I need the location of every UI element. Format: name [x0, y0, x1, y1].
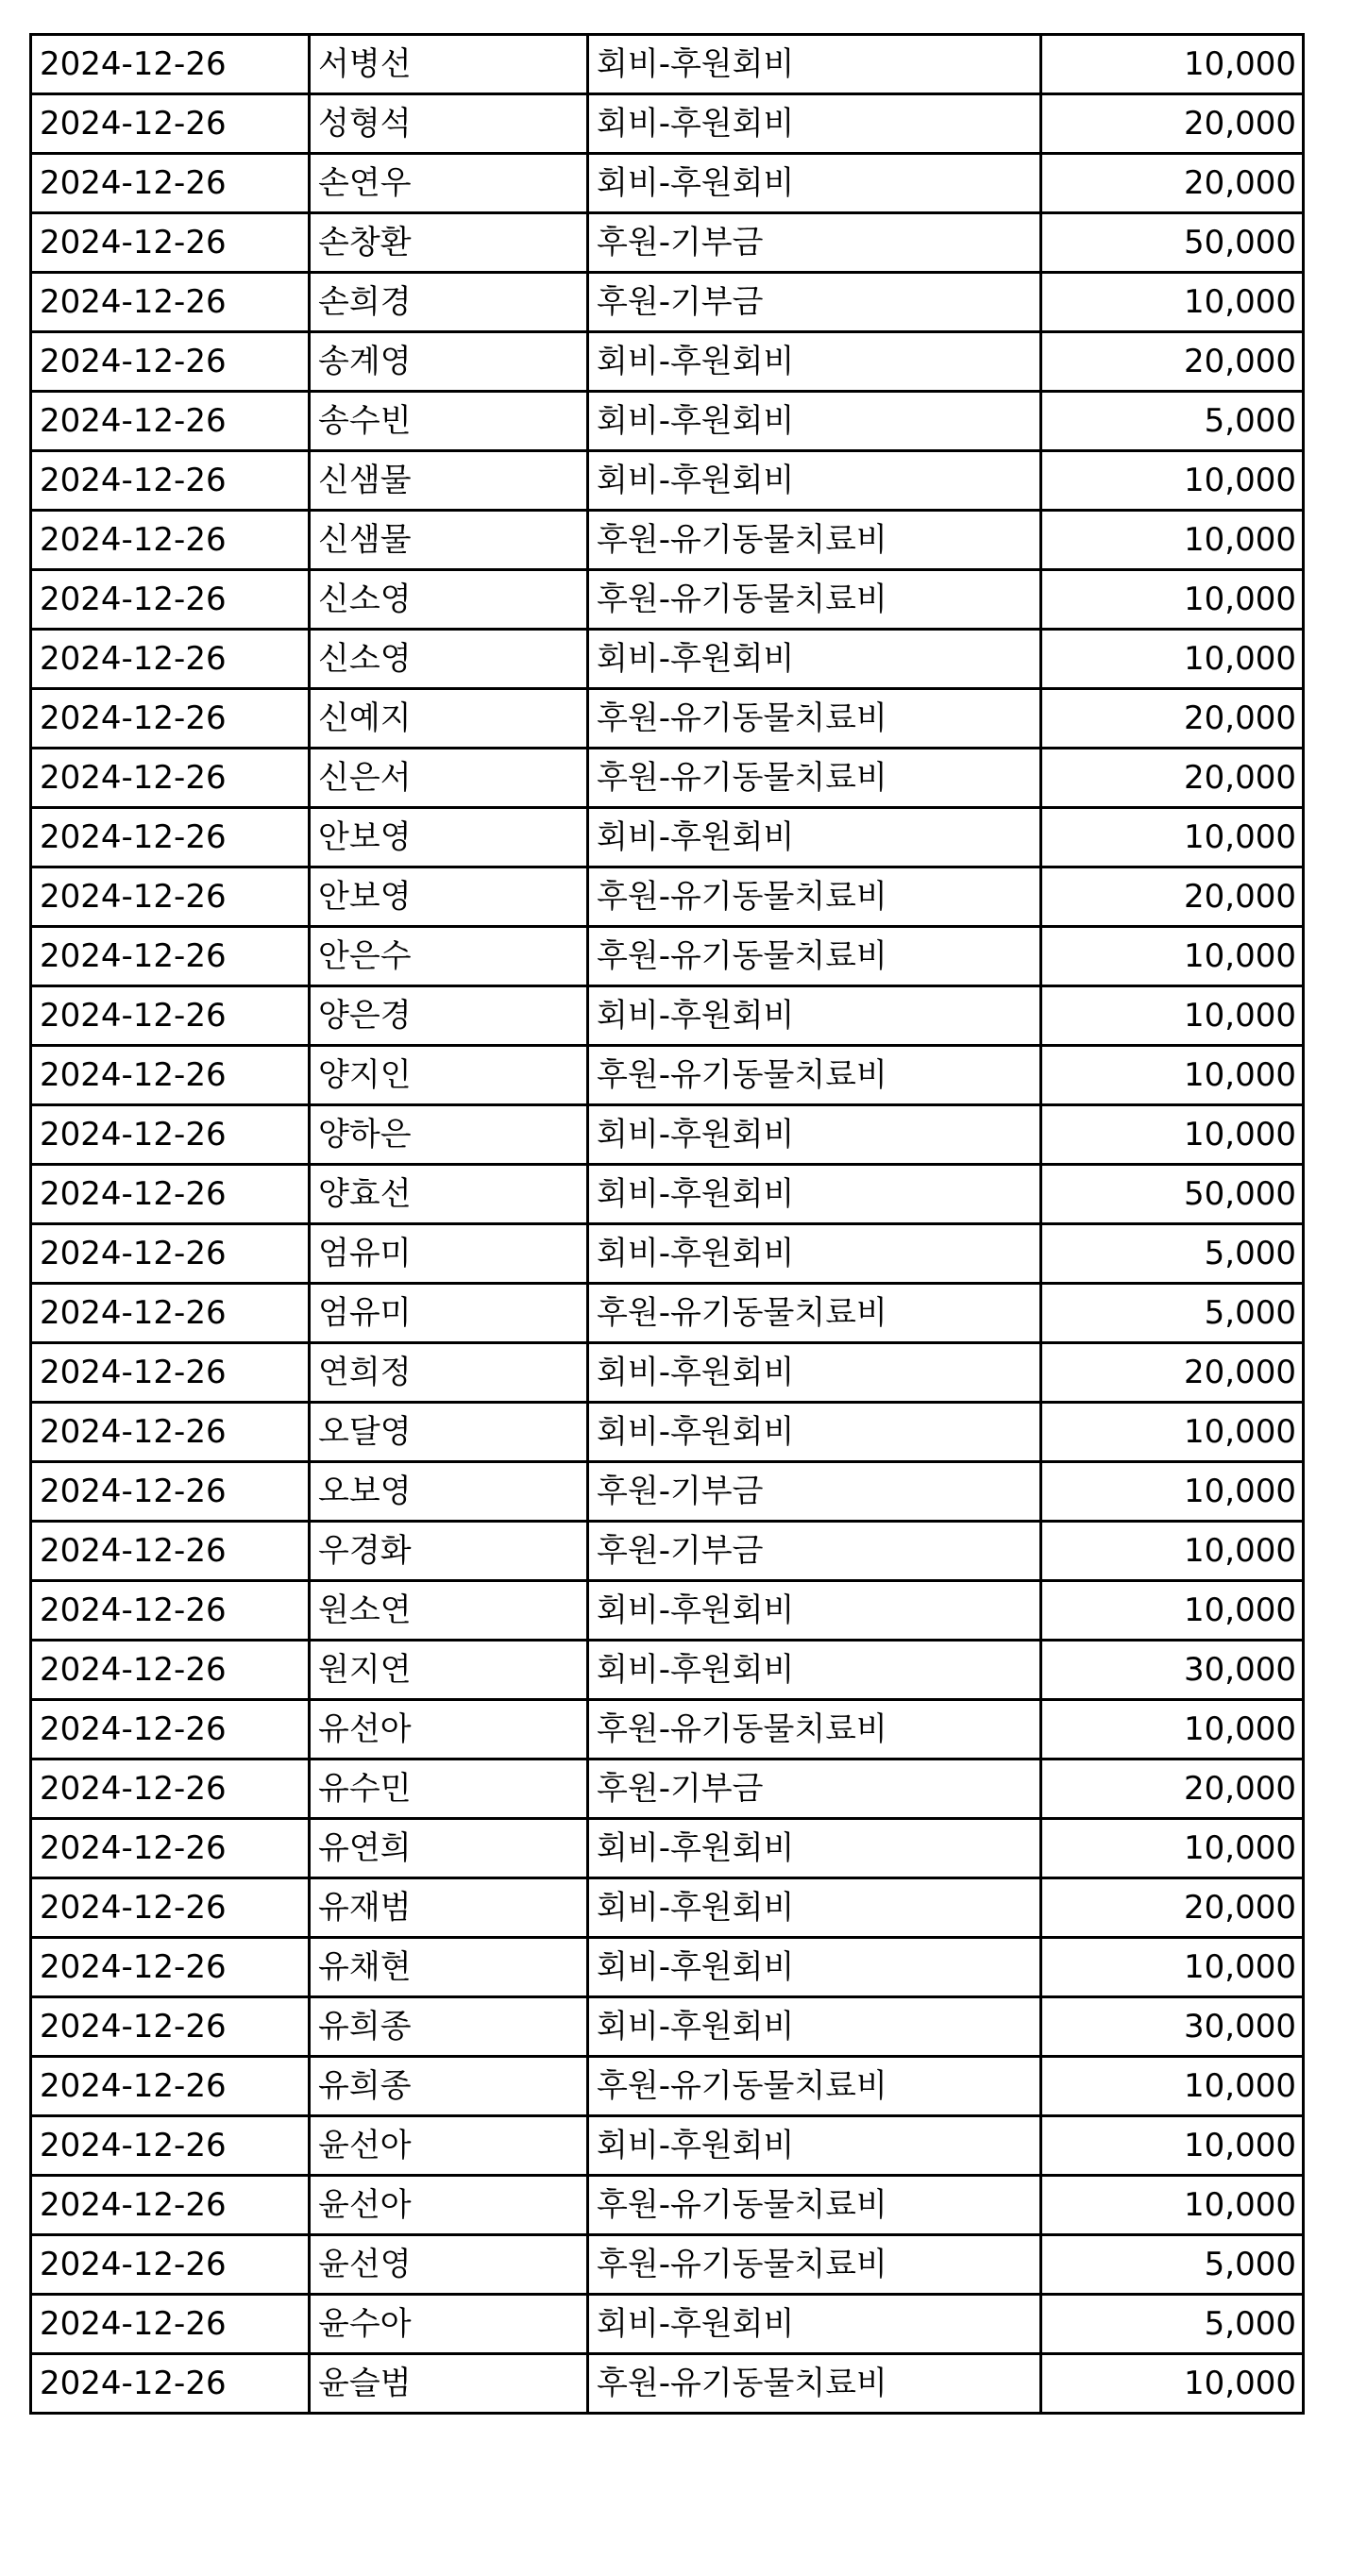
donor-name-cell: 윤수아: [310, 2295, 588, 2354]
donor-name-cell: 오달영: [310, 1403, 588, 1462]
amount-cell: 10,000: [1041, 1819, 1304, 1878]
amount-cell: 10,000: [1041, 570, 1304, 630]
date-cell: 2024-12-26: [31, 570, 310, 630]
amount-cell: 10,000: [1041, 1403, 1304, 1462]
amount-cell: 10,000: [1041, 2176, 1304, 2235]
amount-cell: 30,000: [1041, 1641, 1304, 1700]
date-cell: 2024-12-26: [31, 2354, 310, 2414]
table-row: [31, 1938, 1304, 1997]
table-row: [31, 1878, 1304, 1938]
table-row: [31, 1105, 1304, 1165]
date-cell: 2024-12-26: [31, 986, 310, 1046]
table-row: [31, 1284, 1304, 1343]
category-cell: 회비-후원회비: [588, 94, 1041, 154]
date-cell: 2024-12-26: [31, 1997, 310, 2057]
table-row: [31, 986, 1304, 1046]
category-cell: 회비-후원회비: [588, 2116, 1041, 2176]
category-cell: 후원-유기동물치료비: [588, 867, 1041, 927]
donor-name-cell: 오보영: [310, 1462, 588, 1522]
table-row: [31, 451, 1304, 511]
amount-cell: 20,000: [1041, 1878, 1304, 1938]
donor-name-cell: 우경화: [310, 1522, 588, 1581]
date-cell: 2024-12-26: [31, 1105, 310, 1165]
amount-cell: 10,000: [1041, 1105, 1304, 1165]
donor-name-cell: 윤슬범: [310, 2354, 588, 2414]
amount-cell: 30,000: [1041, 1997, 1304, 2057]
amount-cell: 10,000: [1041, 808, 1304, 867]
amount-cell: 5,000: [1041, 1284, 1304, 1343]
category-cell: 후원-유기동물치료비: [588, 2057, 1041, 2116]
category-cell: 후원-유기동물치료비: [588, 927, 1041, 986]
table-row: [31, 2057, 1304, 2116]
date-cell: 2024-12-26: [31, 154, 310, 213]
donor-name-cell: 양하은: [310, 1105, 588, 1165]
date-cell: 2024-12-26: [31, 689, 310, 749]
category-cell: 회비-후원회비: [588, 1105, 1041, 1165]
category-cell: 후원-기부금: [588, 213, 1041, 273]
table-row: [31, 1581, 1304, 1641]
amount-cell: 50,000: [1041, 213, 1304, 273]
donor-name-cell: 연희정: [310, 1343, 588, 1403]
amount-cell: 10,000: [1041, 273, 1304, 332]
donor-name-cell: 유선아: [310, 1700, 588, 1759]
donor-name-cell: 손희경: [310, 273, 588, 332]
donation-ledger-table: [29, 33, 1305, 2415]
category-cell: 후원-유기동물치료비: [588, 689, 1041, 749]
amount-cell: 10,000: [1041, 1938, 1304, 1997]
category-cell: 회비-후원회비: [588, 2295, 1041, 2354]
amount-cell: 10,000: [1041, 2116, 1304, 2176]
table-row: [31, 35, 1304, 94]
amount-cell: 50,000: [1041, 1165, 1304, 1224]
date-cell: 2024-12-26: [31, 2235, 310, 2295]
category-cell: 회비-후원회비: [588, 35, 1041, 94]
date-cell: 2024-12-26: [31, 1819, 310, 1878]
amount-cell: 20,000: [1041, 154, 1304, 213]
donor-name-cell: 유수민: [310, 1759, 588, 1819]
date-cell: 2024-12-26: [31, 2295, 310, 2354]
table-row: [31, 332, 1304, 392]
table-row: [31, 1700, 1304, 1759]
date-cell: 2024-12-26: [31, 213, 310, 273]
amount-cell: 10,000: [1041, 1522, 1304, 1581]
table-row: [31, 570, 1304, 630]
amount-cell: 20,000: [1041, 94, 1304, 154]
category-cell: 회비-후원회비: [588, 986, 1041, 1046]
table-row: [31, 1997, 1304, 2057]
donor-name-cell: 안은수: [310, 927, 588, 986]
table-row: [31, 2354, 1304, 2414]
table-row: [31, 1343, 1304, 1403]
table-row: [31, 94, 1304, 154]
donor-name-cell: 원지연: [310, 1641, 588, 1700]
date-cell: 2024-12-26: [31, 1284, 310, 1343]
category-cell: 후원-기부금: [588, 1462, 1041, 1522]
donor-name-cell: 유연희: [310, 1819, 588, 1878]
date-cell: 2024-12-26: [31, 2057, 310, 2116]
amount-cell: 10,000: [1041, 2057, 1304, 2116]
category-cell: 회비-후원회비: [588, 392, 1041, 451]
date-cell: 2024-12-26: [31, 1462, 310, 1522]
category-cell: 후원-유기동물치료비: [588, 749, 1041, 808]
donor-name-cell: 서병선: [310, 35, 588, 94]
category-cell: 회비-후원회비: [588, 1878, 1041, 1938]
category-cell: 후원-유기동물치료비: [588, 1046, 1041, 1105]
donor-name-cell: 성형석: [310, 94, 588, 154]
amount-cell: 10,000: [1041, 1462, 1304, 1522]
date-cell: 2024-12-26: [31, 451, 310, 511]
amount-cell: 10,000: [1041, 35, 1304, 94]
donor-name-cell: 손창환: [310, 213, 588, 273]
donor-name-cell: 유희종: [310, 2057, 588, 2116]
donor-name-cell: 손연우: [310, 154, 588, 213]
date-cell: 2024-12-26: [31, 867, 310, 927]
category-cell: 회비-후원회비: [588, 808, 1041, 867]
table-row: [31, 1819, 1304, 1878]
amount-cell: 20,000: [1041, 1343, 1304, 1403]
table-row: [31, 2235, 1304, 2295]
date-cell: 2024-12-26: [31, 749, 310, 808]
date-cell: 2024-12-26: [31, 927, 310, 986]
donor-name-cell: 윤선아: [310, 2176, 588, 2235]
donor-name-cell: 안보영: [310, 808, 588, 867]
donor-name-cell: 신샘물: [310, 451, 588, 511]
category-cell: 후원-유기동물치료비: [588, 2354, 1041, 2414]
table-row: [31, 2295, 1304, 2354]
date-cell: 2024-12-26: [31, 94, 310, 154]
date-cell: 2024-12-26: [31, 1343, 310, 1403]
category-cell: 회비-후원회비: [588, 1819, 1041, 1878]
donor-name-cell: 송계영: [310, 332, 588, 392]
donor-name-cell: 윤선영: [310, 2235, 588, 2295]
table-row: [31, 689, 1304, 749]
table-row: [31, 1165, 1304, 1224]
date-cell: 2024-12-26: [31, 1878, 310, 1938]
date-cell: 2024-12-26: [31, 1224, 310, 1284]
table-row: [31, 2116, 1304, 2176]
table-row: [31, 1224, 1304, 1284]
category-cell: 후원-유기동물치료비: [588, 1700, 1041, 1759]
category-cell: 후원-기부금: [588, 1759, 1041, 1819]
date-cell: 2024-12-26: [31, 1700, 310, 1759]
donor-name-cell: 신소영: [310, 630, 588, 689]
date-cell: 2024-12-26: [31, 1938, 310, 1997]
table-row: [31, 2176, 1304, 2235]
category-cell: 회비-후원회비: [588, 630, 1041, 689]
category-cell: 회비-후원회비: [588, 1997, 1041, 2057]
amount-cell: 10,000: [1041, 1700, 1304, 1759]
table-row: [31, 1046, 1304, 1105]
donor-name-cell: 양은경: [310, 986, 588, 1046]
donor-name-cell: 신예지: [310, 689, 588, 749]
donor-name-cell: 엄유미: [310, 1224, 588, 1284]
table-row: [31, 1759, 1304, 1819]
date-cell: 2024-12-26: [31, 35, 310, 94]
table-row: [31, 154, 1304, 213]
category-cell: 후원-유기동물치료비: [588, 2235, 1041, 2295]
date-cell: 2024-12-26: [31, 392, 310, 451]
category-cell: 후원-기부금: [588, 273, 1041, 332]
ledger-body: [31, 35, 1304, 2414]
donor-name-cell: 신은서: [310, 749, 588, 808]
date-cell: 2024-12-26: [31, 511, 310, 570]
amount-cell: 10,000: [1041, 986, 1304, 1046]
donor-name-cell: 양지인: [310, 1046, 588, 1105]
category-cell: 회비-후원회비: [588, 1641, 1041, 1700]
date-cell: 2024-12-26: [31, 273, 310, 332]
table-row: [31, 749, 1304, 808]
category-cell: 후원-유기동물치료비: [588, 1284, 1041, 1343]
date-cell: 2024-12-26: [31, 808, 310, 867]
table-row: [31, 511, 1304, 570]
category-cell: 회비-후원회비: [588, 154, 1041, 213]
category-cell: 회비-후원회비: [588, 1403, 1041, 1462]
table-row: [31, 1403, 1304, 1462]
donor-name-cell: 유희종: [310, 1997, 588, 2057]
donor-name-cell: 송수빈: [310, 392, 588, 451]
table-row: [31, 213, 1304, 273]
amount-cell: 20,000: [1041, 689, 1304, 749]
date-cell: 2024-12-26: [31, 332, 310, 392]
category-cell: 후원-유기동물치료비: [588, 511, 1041, 570]
table-row: [31, 1522, 1304, 1581]
category-cell: 후원-기부금: [588, 1522, 1041, 1581]
amount-cell: 10,000: [1041, 1046, 1304, 1105]
donor-name-cell: 신소영: [310, 570, 588, 630]
date-cell: 2024-12-26: [31, 1165, 310, 1224]
date-cell: 2024-12-26: [31, 1641, 310, 1700]
amount-cell: 5,000: [1041, 392, 1304, 451]
date-cell: 2024-12-26: [31, 1522, 310, 1581]
amount-cell: 20,000: [1041, 867, 1304, 927]
date-cell: 2024-12-26: [31, 2176, 310, 2235]
date-cell: 2024-12-26: [31, 1403, 310, 1462]
date-cell: 2024-12-26: [31, 2116, 310, 2176]
table-row: [31, 1641, 1304, 1700]
category-cell: 회비-후원회비: [588, 1343, 1041, 1403]
amount-cell: 10,000: [1041, 1581, 1304, 1641]
amount-cell: 5,000: [1041, 2295, 1304, 2354]
table-row: [31, 867, 1304, 927]
category-cell: 회비-후원회비: [588, 1224, 1041, 1284]
donor-name-cell: 윤선아: [310, 2116, 588, 2176]
table-row: [31, 392, 1304, 451]
date-cell: 2024-12-26: [31, 1581, 310, 1641]
table-row: [31, 630, 1304, 689]
donor-name-cell: 유채현: [310, 1938, 588, 1997]
table-row: [31, 273, 1304, 332]
category-cell: 회비-후원회비: [588, 451, 1041, 511]
donor-name-cell: 양효선: [310, 1165, 588, 1224]
amount-cell: 20,000: [1041, 1759, 1304, 1819]
amount-cell: 5,000: [1041, 2235, 1304, 2295]
category-cell: 회비-후원회비: [588, 1581, 1041, 1641]
amount-cell: 20,000: [1041, 332, 1304, 392]
category-cell: 후원-유기동물치료비: [588, 2176, 1041, 2235]
date-cell: 2024-12-26: [31, 1046, 310, 1105]
amount-cell: 10,000: [1041, 630, 1304, 689]
date-cell: 2024-12-26: [31, 1759, 310, 1819]
donor-name-cell: 안보영: [310, 867, 588, 927]
amount-cell: 10,000: [1041, 2354, 1304, 2414]
table-row: [31, 808, 1304, 867]
donor-name-cell: 유재범: [310, 1878, 588, 1938]
table-row: [31, 927, 1304, 986]
category-cell: 회비-후원회비: [588, 332, 1041, 392]
table-row: [31, 1462, 1304, 1522]
amount-cell: 20,000: [1041, 749, 1304, 808]
amount-cell: 10,000: [1041, 927, 1304, 986]
donor-name-cell: 엄유미: [310, 1284, 588, 1343]
amount-cell: 10,000: [1041, 511, 1304, 570]
category-cell: 회비-후원회비: [588, 1165, 1041, 1224]
amount-cell: 5,000: [1041, 1224, 1304, 1284]
donor-name-cell: 원소연: [310, 1581, 588, 1641]
category-cell: 후원-유기동물치료비: [588, 570, 1041, 630]
donor-name-cell: 신샘물: [310, 511, 588, 570]
date-cell: 2024-12-26: [31, 630, 310, 689]
category-cell: 회비-후원회비: [588, 1938, 1041, 1997]
amount-cell: 10,000: [1041, 451, 1304, 511]
